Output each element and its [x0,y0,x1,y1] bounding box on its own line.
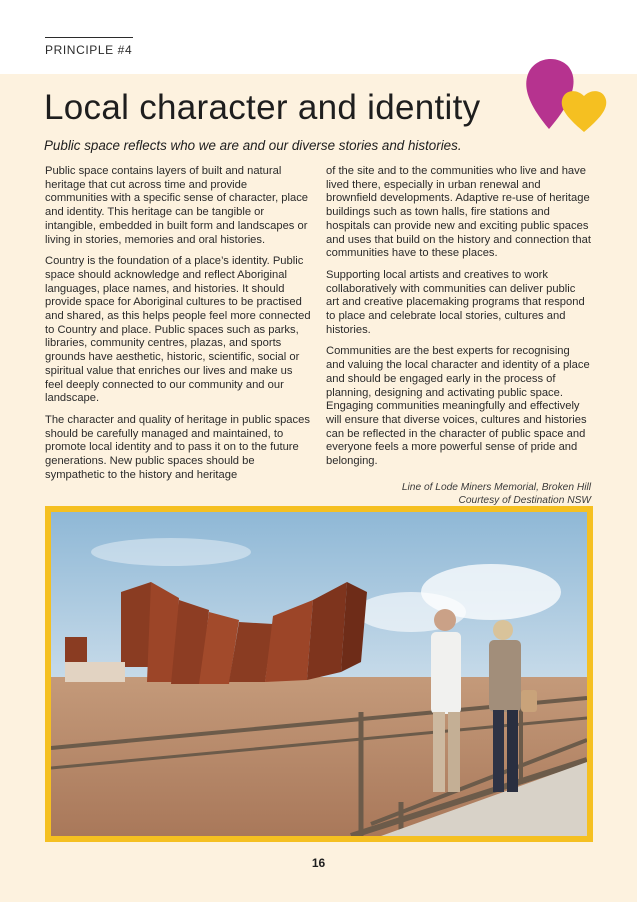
header-rule [45,37,133,38]
right-column [326,165,591,477]
paragraph: of the site and to the communities who live and have lived there, especially in urban renewal and brownfield developments. Adaptive re-use of heritage buildings such as town halls, fire stations and hospitals can provide new and exciting public spaces and uses that build on the history and connection that communities have to these places. [326,165,591,260]
hearts-graphic [518,54,610,138]
paragraph: The character and quality of heritage in public spaces should be carefully managed and maintained, to promote local identity and to pass it on to the future generations. New public spaces should be sympathetic to the history and heritage [45,413,310,481]
left-column [45,165,311,490]
photo-caption [350,481,591,507]
memorial-photo-illustration [51,512,587,836]
principle-label: PRINCIPLE #4 [45,43,133,57]
caption-title: Line of Lode Miners Memorial, Broken Hill [401,482,591,493]
page-title: Local character and identity [44,88,481,127]
page-subtitle: Public space reflects who we are and our diverse stories and histories. [44,138,462,153]
paragraph: Public space contains layers of built and natural heritage that cut across time and provide communities with a specific sense of character, place and identity. This heritage can be tangible or intangible, embedded in built form and landscapes or living in stories, memories and oral histories. [45,165,309,246]
yellow-heart-icon [562,91,607,132]
paragraph: Country is the foundation of a place’s identity. Public space should acknowledge and reflect Aboriginal languages, place names, and histories. It should provide space for Aboriginal cultures to be practised and shared, as this helps people feel more connected to Country and place. Public spaces such as parks, libraries, community centres, plazas, and sports grounds have aesthetic, historic, scientific, social or spiritual value that enriches our lives and make us feel deeply connected to our community and our landscape. [45,255,311,405]
page-number: 16 [311,856,326,870]
paragraph: Supporting local artists and creatives to work collaboratively with communities can deliver public art and creative placemaking programs that respond to place and celebrate local stories, cultures and histories. [326,268,585,336]
caption-credit: Courtesy of Destination NSW [458,495,591,506]
paragraph: Communities are the best experts for recognising and valuing the local character and identity of a place and should be engaged early in the process of planning, designing and activating public space. Engaging communities meaningfully and effectively will ensure that diverse voices, cultures and histories can be reflected in the character of public space and everyone feels a more powerful sense of pride and belonging. [326,345,590,468]
memorial-photo [51,512,587,836]
